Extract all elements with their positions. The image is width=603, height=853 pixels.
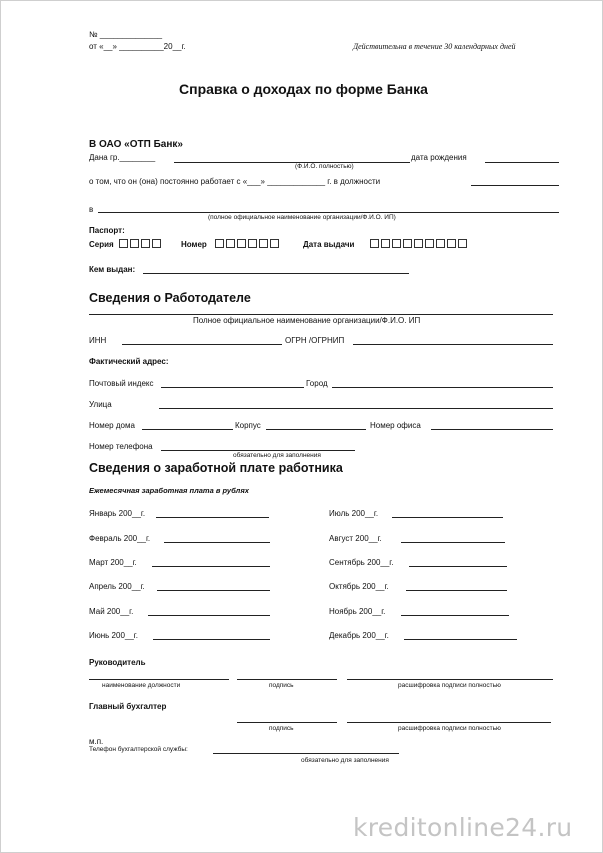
salary-month-label: Апрель 200__г. (89, 582, 145, 591)
salary-month-line (164, 542, 270, 543)
fio-hint: (Ф.И.О. полностью) (295, 163, 354, 170)
salary-month-line (392, 517, 503, 518)
inn-line (122, 344, 282, 345)
building-line (266, 429, 366, 430)
salary-month-line (157, 590, 270, 591)
issued-by-label: Кем выдан: (89, 265, 136, 274)
house-label: Номер дома (89, 421, 135, 430)
salary-month-line (148, 615, 270, 616)
site-watermark: kreditonline24.ru (353, 813, 573, 842)
stamp-label: м.п. (89, 737, 104, 746)
employer-heading: Сведения о Работодателе (89, 291, 251, 305)
postcode-line (161, 387, 304, 388)
postcode-label: Почтовый индекс (89, 379, 154, 388)
accountant-signature-label: Главный бухгалтер (89, 702, 167, 711)
passport-number-label: Номер (181, 240, 207, 249)
street-label: Улица (89, 400, 112, 409)
salary-subheading: Ежемесячная заработная плата в рублях (89, 486, 249, 495)
head-signature-line (237, 679, 337, 680)
accountant-decode-hint: расшифровка подписи полностью (398, 725, 501, 732)
office-label: Номер офиса (370, 421, 421, 430)
accountant-decode-line (347, 722, 551, 723)
head-decode-line (347, 679, 553, 680)
passport-heading: Паспорт: (89, 226, 125, 235)
validity-note: Действительна в течение 30 календарных дней (353, 42, 516, 51)
salary-month-line (404, 639, 517, 640)
passport-issue-date-label: Дата выдачи (303, 240, 355, 249)
page-title: Справка о доходах по форме Банка (179, 81, 428, 97)
digit-box (381, 239, 390, 248)
phone-label: Номер телефона (89, 442, 153, 451)
salary-month-label: Октябрь 200__г. (329, 582, 389, 591)
salary-month-label: Май 200__г. (89, 607, 134, 616)
digit-box (248, 239, 257, 248)
head-signature-label: Руководитель (89, 658, 146, 667)
digit-box (152, 239, 161, 248)
salary-month-label: Август 200__г. (329, 534, 382, 543)
digit-box (414, 239, 423, 248)
digit-box (141, 239, 150, 248)
salary-month-line (153, 639, 270, 640)
digit-box (215, 239, 224, 248)
city-line (332, 387, 553, 388)
accountant-signature-hint: подпись (269, 725, 294, 732)
accountant-phone-label: Телефон бухгалтерской службы: (89, 746, 188, 753)
office-line (431, 429, 553, 430)
digit-box (425, 239, 434, 248)
digit-box (119, 239, 128, 248)
birth-date-label: дата рождения (411, 153, 467, 162)
works-since-label: о том, что он (она) постоянно работает с «___» _____________ г. в должности (89, 177, 381, 186)
ogrn-line (353, 344, 553, 345)
passport-issue-date-boxes (370, 239, 467, 248)
document-number-label: № ______________ (89, 30, 163, 39)
salary-month-line (152, 566, 270, 567)
inn-label: ИНН (89, 336, 107, 345)
employer-name-hint: Полное официальное наименование организации/Ф.И.О. ИП (193, 316, 421, 325)
salary-month-label: Ноябрь 200__г. (329, 607, 386, 616)
street-line (159, 408, 553, 409)
salary-month-label: Июль 200__г. (329, 509, 379, 518)
position-line (471, 185, 559, 186)
salary-month-label: Февраль 200__г. (89, 534, 151, 543)
issued-to-label: Дана гр.________ (89, 153, 156, 162)
digit-box (370, 239, 379, 248)
accountant-signature-line (237, 722, 337, 723)
salary-month-label: Март 200__г. (89, 558, 137, 567)
digit-box (447, 239, 456, 248)
fio-line (174, 162, 410, 163)
phone-line (161, 450, 355, 451)
salary-month-line (406, 590, 507, 591)
passport-series-label: Серия (89, 240, 114, 249)
head-position-hint: наименование должности (102, 682, 181, 689)
organization-line (98, 212, 559, 213)
salary-month-line (401, 615, 509, 616)
phone-required-hint: обязательно для заполнения (233, 452, 321, 459)
salary-month-label: Сентябрь 200__г. (329, 558, 394, 567)
digit-box (226, 239, 235, 248)
issued-by-line (143, 273, 409, 274)
accountant-phone-required-hint: обязательно для заполнения (301, 757, 389, 764)
digit-box (259, 239, 268, 248)
salary-month-line (409, 566, 507, 567)
salary-month-line (401, 542, 505, 543)
digit-box (270, 239, 279, 248)
salary-month-label: Декабрь 200__г. (329, 631, 389, 640)
accountant-phone-line (213, 753, 399, 754)
head-position-line (89, 679, 229, 680)
birth-date-line (485, 162, 559, 163)
digit-box (436, 239, 445, 248)
house-line (142, 429, 233, 430)
salary-month-label: Январь 200__г. (89, 509, 146, 518)
address-heading: Фактический адрес: (89, 357, 169, 366)
digit-box (458, 239, 467, 248)
digit-box (392, 239, 401, 248)
document-date-label: от «__» __________20__г. (89, 42, 186, 51)
building-label: Корпус (235, 421, 261, 430)
salary-month-line (156, 517, 269, 518)
organization-hint: (полное официальное наименование организации/Ф.И.О. ИП) (208, 214, 396, 221)
passport-series-boxes (119, 239, 161, 248)
head-decode-hint: расшифровка подписи полностью (398, 682, 501, 689)
head-signature-hint: подпись (269, 682, 294, 689)
organization-in-label: в (89, 205, 94, 214)
salary-month-label: Июнь 200__г. (89, 631, 138, 640)
city-label: Город (306, 379, 328, 388)
salary-heading: Сведения о заработной плате работника (89, 461, 343, 475)
digit-box (130, 239, 139, 248)
employer-name-line (89, 314, 553, 315)
bank-name: В ОАО «ОТП Банк» (89, 139, 183, 150)
digit-box (403, 239, 412, 248)
digit-box (237, 239, 246, 248)
ogrn-label: ОГРН /ОГРНИП (285, 336, 345, 345)
passport-number-boxes (215, 239, 279, 248)
